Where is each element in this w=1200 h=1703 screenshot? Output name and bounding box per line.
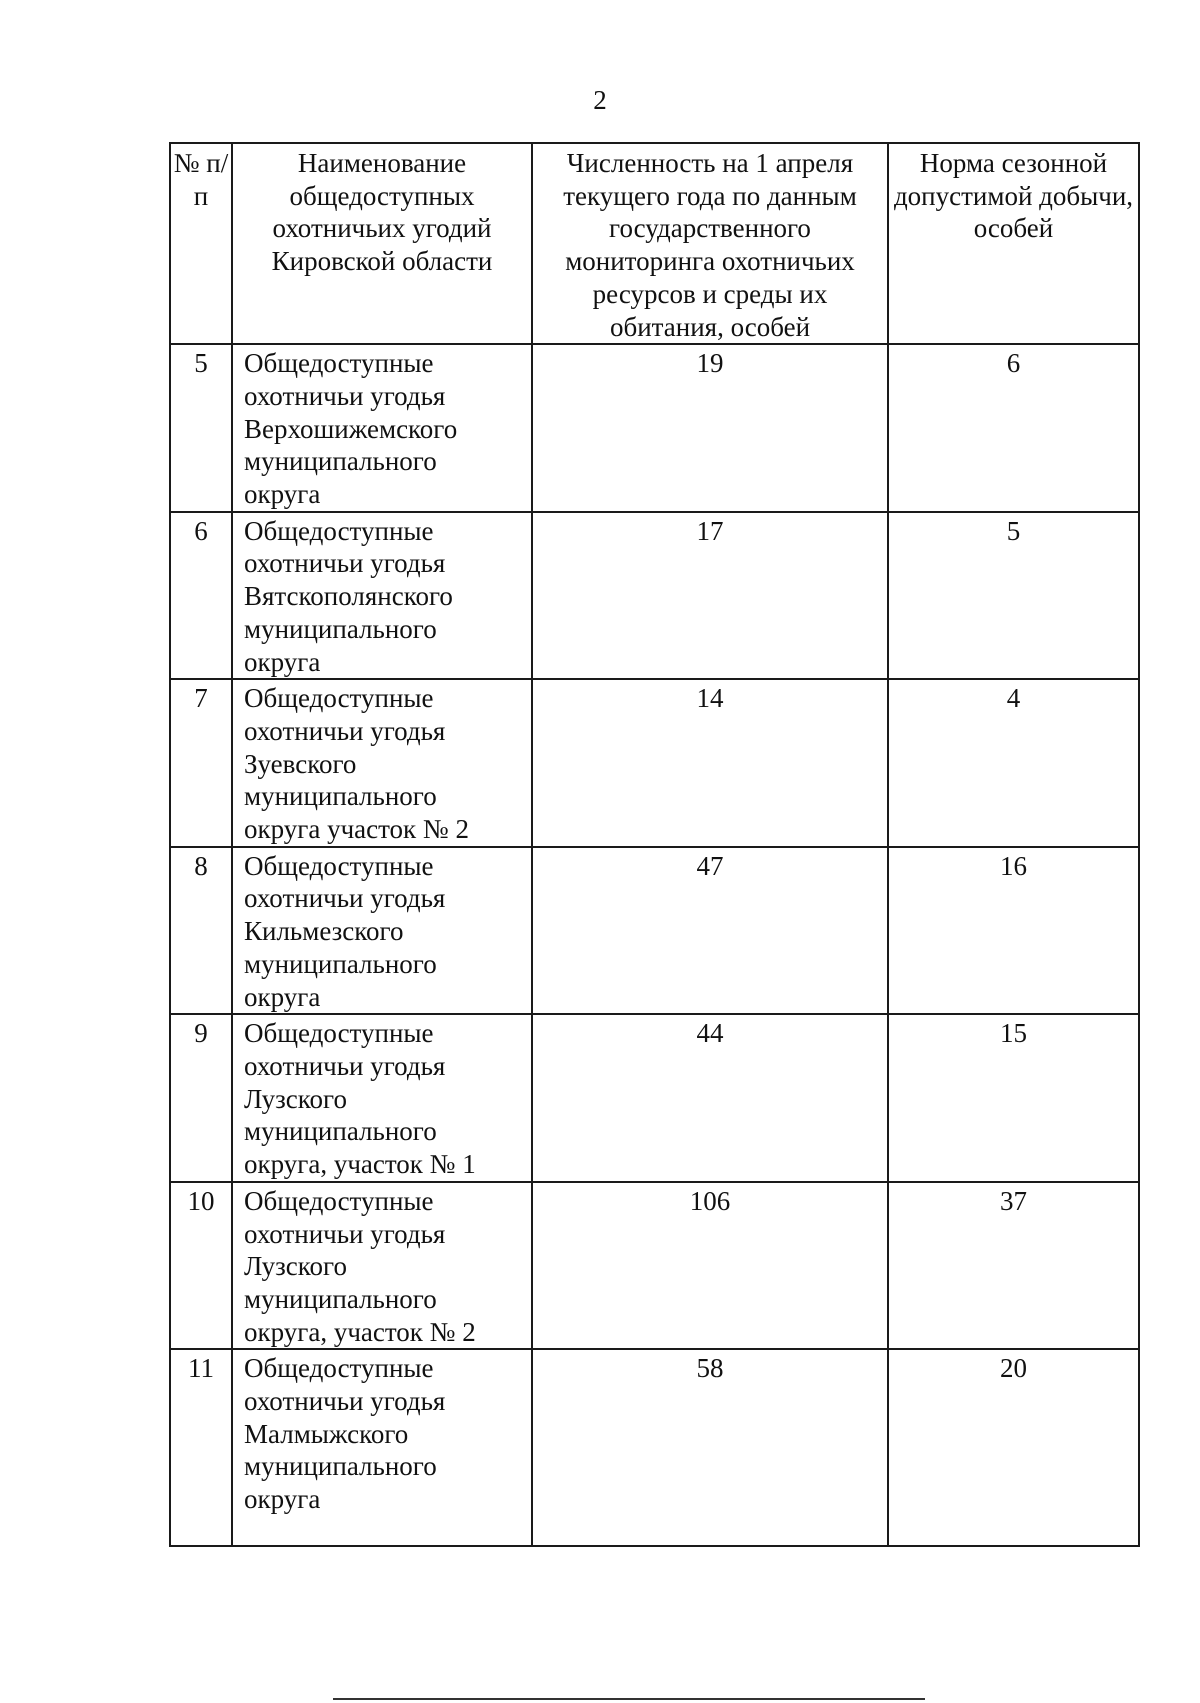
table-row	[170, 1014, 1139, 1182]
name-line: Вятскополянского	[244, 581, 453, 612]
name-line: Общедоступные	[244, 1185, 434, 1216]
row-number: 6	[170, 512, 232, 680]
name-line: муниципального	[244, 1451, 437, 1482]
row-number: 5	[170, 344, 232, 512]
name-line: Общедоступные	[244, 1353, 434, 1384]
row-number: 8	[170, 847, 232, 1015]
header-name: Наименование общедоступных охотничьих угодий Кировской области	[232, 143, 532, 344]
row-harvest-norm: 5	[888, 512, 1139, 680]
name-line: округа участок № 2	[244, 814, 469, 845]
name-line: округа, участок № 1	[244, 1149, 476, 1180]
name-line: Кильмезского	[244, 916, 404, 947]
row-hunting-ground-name	[232, 847, 532, 1015]
name-line: Верхошижемского	[244, 413, 458, 444]
name-line: Малмыжского	[244, 1418, 409, 1449]
row-harvest-norm: 6	[888, 344, 1139, 512]
row-hunting-ground-name	[232, 1349, 532, 1546]
name-line: муниципального	[244, 948, 437, 979]
bottom-rule	[333, 1698, 925, 1700]
hunting-quota-table	[169, 142, 1140, 1547]
header-count: Численность на 1 апреля текущего года по данным государственного мониторинга охотничьих ресурсов и среды их обитания, особей	[532, 143, 888, 344]
name-line: Лузского	[244, 1083, 347, 1114]
name-line: округа	[244, 479, 321, 510]
row-population-count: 106	[532, 1182, 888, 1350]
row-harvest-norm: 4	[888, 679, 1139, 847]
table-row	[170, 512, 1139, 680]
name-line: охотничьи угодья	[244, 1386, 446, 1417]
row-hunting-ground-name	[232, 512, 532, 680]
row-population-count: 19	[532, 344, 888, 512]
table-body	[170, 344, 1139, 1546]
name-line: муниципального	[244, 1116, 437, 1147]
name-line: муниципального	[244, 613, 437, 644]
name-line: округа	[244, 646, 321, 677]
name-line: Общедоступные	[244, 683, 434, 714]
name-line: охотничьи угодья	[244, 548, 446, 579]
name-line: муниципального	[244, 781, 437, 812]
row-harvest-norm: 16	[888, 847, 1139, 1015]
table-header-row	[170, 143, 1139, 344]
name-line: округа	[244, 981, 321, 1012]
row-hunting-ground-name	[232, 1014, 532, 1182]
header-number: № п/п	[170, 143, 232, 344]
row-number: 11	[170, 1349, 232, 1546]
row-number: 10	[170, 1182, 232, 1350]
header-norm: Норма сезонной допустимой добычи, особей	[888, 143, 1139, 344]
name-line: муниципального	[244, 1283, 437, 1314]
row-population-count: 17	[532, 512, 888, 680]
row-hunting-ground-name	[232, 679, 532, 847]
row-hunting-ground-name	[232, 1182, 532, 1350]
name-line: муниципального	[244, 446, 437, 477]
name-line: Лузского	[244, 1251, 347, 1282]
table-row	[170, 1182, 1139, 1350]
name-line: округа	[244, 1484, 321, 1515]
name-line: округа, участок № 2	[244, 1316, 476, 1347]
name-line: Общедоступные	[244, 515, 434, 546]
name-line: охотничьи угодья	[244, 380, 446, 411]
name-line: охотничьи угодья	[244, 1050, 446, 1081]
row-population-count: 44	[532, 1014, 888, 1182]
table-row	[170, 847, 1139, 1015]
page-number: 2	[593, 85, 607, 115]
row-hunting-ground-name	[232, 344, 532, 512]
table-row	[170, 679, 1139, 847]
row-harvest-norm: 15	[888, 1014, 1139, 1182]
row-population-count: 58	[532, 1349, 888, 1546]
row-number: 7	[170, 679, 232, 847]
name-line: Общедоступные	[244, 348, 434, 379]
row-population-count: 14	[532, 679, 888, 847]
row-harvest-norm: 37	[888, 1182, 1139, 1350]
name-line: охотничьи угодья	[244, 883, 446, 914]
name-line: охотничьи угодья	[244, 1218, 446, 1249]
row-harvest-norm: 20	[888, 1349, 1139, 1546]
table-row	[170, 1349, 1139, 1546]
name-line: охотничьи угодья	[244, 715, 446, 746]
name-line: Зуевского	[244, 748, 357, 779]
name-line: Общедоступные	[244, 850, 434, 881]
table-row	[170, 344, 1139, 512]
row-number: 9	[170, 1014, 232, 1182]
row-population-count: 47	[532, 847, 888, 1015]
name-line: Общедоступные	[244, 1018, 434, 1049]
